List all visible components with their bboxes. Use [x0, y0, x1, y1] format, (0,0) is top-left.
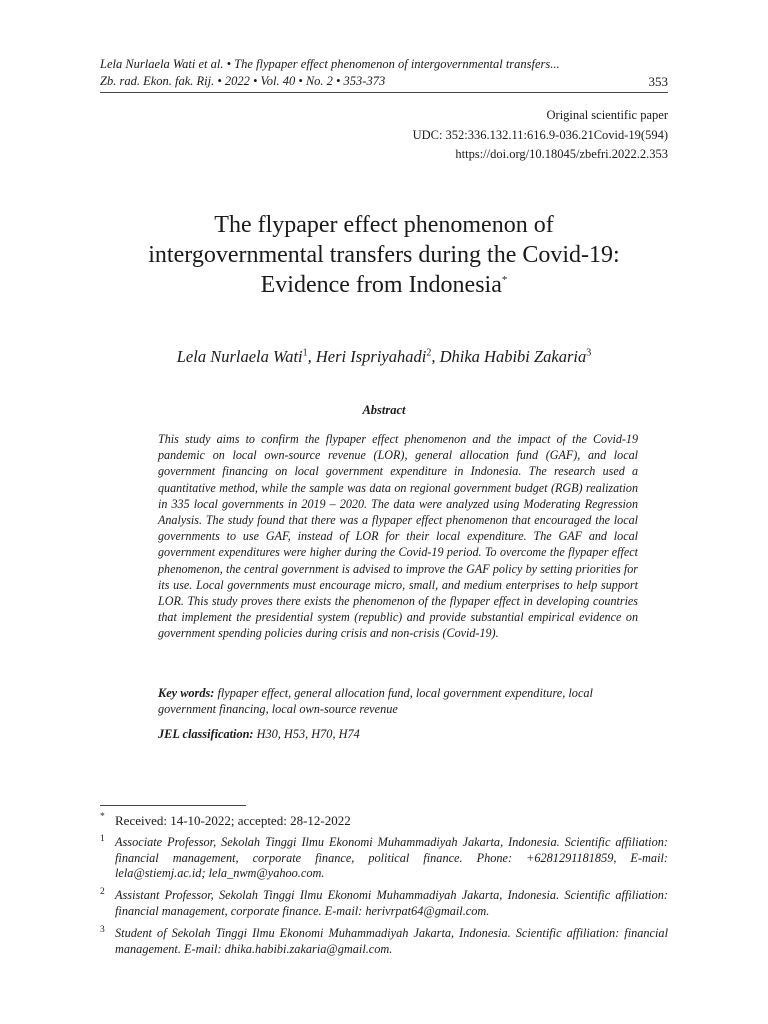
- paper-type: Original scientific paper: [546, 108, 668, 122]
- doi-link[interactable]: https://doi.org/10.18045/zbefri.2022.2.353: [455, 147, 668, 161]
- author-name: Dhika Habibi Zakaria: [439, 347, 587, 366]
- abstract-heading: Abstract: [362, 403, 406, 417]
- keywords-label: Key words:: [158, 686, 215, 700]
- keywords: [158, 685, 638, 717]
- footnote-received: [100, 813, 668, 829]
- footnote-text: Associate Professor, Sekolah Tinggi Ilmu Ekonomi Muhammadiyah Jakarta, Indonesia. Scientific affiliation: financial management, corporate finance, political finance. Phone: +6281291181859, E-mail: lela@stiemj.ac.id; lela_nwm@yahoo.com.: [115, 835, 668, 881]
- title-line-3: Evidence from Indonesia: [260, 272, 502, 298]
- keywords-text: flypaper effect, general allocation fund, local government expenditure, local government financing, local own-source revenue: [158, 686, 593, 717]
- running-head-journal-line: [100, 73, 668, 90]
- article-meta: [413, 106, 668, 165]
- title-line-2: intergovernmental transfers during the Covid-19:: [148, 242, 620, 268]
- udc-code: UDC: 352:336.132.11:616.9-036.21Covid-19(594): [412, 127, 668, 142]
- title-line-1: The flypaper effect phenomenon of: [214, 212, 554, 238]
- author-name: Heri Ispriyahadi: [315, 347, 427, 366]
- jel-classification: [158, 726, 638, 742]
- footnote-mark: 2: [100, 887, 105, 897]
- running-head-journal: Zb. rad. Ekon. fak. Rij. • 2022 • Vol. 40 • No. 2 • 353-373: [100, 74, 386, 88]
- jel-codes: H30, H53, H70, H74: [256, 727, 360, 741]
- running-head: [100, 56, 668, 90]
- author-list: [100, 346, 668, 368]
- footnote-text: Received: 14-10-2022; accepted: 28-12-2022: [115, 813, 351, 828]
- footnote-author-1: [100, 835, 668, 882]
- running-head-title: Lela Nurlaela Wati et al. • The flypaper effect phenomenon of intergovernmental transfers...: [100, 57, 560, 71]
- header-rule: [100, 92, 668, 93]
- author-affiliation-mark: 3: [586, 347, 592, 359]
- author-separator: ,: [431, 347, 440, 366]
- footnote-mark: *: [100, 812, 105, 822]
- footnote-mark: 1: [100, 834, 105, 844]
- author-name: Lela Nurlaela Wati: [176, 347, 303, 366]
- page-number: 353: [648, 74, 668, 89]
- footnote-author-2: [100, 888, 668, 919]
- title-footnote-mark: *: [501, 274, 508, 286]
- author-affiliation-mark: 1: [302, 347, 308, 359]
- footnote-mark: 3: [100, 925, 105, 935]
- jel-label: JEL classification:: [158, 727, 254, 741]
- author-affiliation-mark: 2: [426, 347, 432, 359]
- paper-title: [100, 210, 668, 300]
- footnote-text: Assistant Professor, Sekolah Tinggi Ilmu Ekonomi Muhammadiyah Jakarta, Indonesia. Scientific affiliation: financial management, corporate finance. E-mail: herivrpat64@gmail.com.: [115, 888, 668, 918]
- author-separator: ,: [307, 347, 316, 366]
- footnote-rule: [100, 805, 246, 806]
- footnote-author-3: [100, 926, 668, 957]
- abstract-body: This study aims to confirm the flypaper effect phenomenon and the impact of the Covid-19 pandemic on local own-source revenue (LOR), general allocation fund (GAF), and local government financing on local government expenditure in Indonesia. The research used a quantitative method, while the sample was data on regional government budget (RGB) realization in 335 local governments in 2019 – 2020. The data were analyzed using Moderating Regression Analysis. The study found that there was a flypaper effect phenomenon that encouraged the local governments to use GAF, instead of LOR for their local expenditure. The GAF and local government expenditures were higher during the Covid-19 period. To overcome the flypaper effect phenomenon, the central government is advised to improve the GAF policy by setting priorities for its use. Local governments must encourage micro, small, and medium enterprises to help support LOR. This study proves there exists the phenomenon of the flypaper effect in developing countries that implement the presidential system (republic) and provide substantial empirical evidence on government spending policies during crisis and non-crisis (Covid-19).: [158, 432, 638, 641]
- footnote-text: Student of Sekolah Tinggi Ilmu Ekonomi Muhammadiyah Jakarta, Indonesia. Scientific affiliation: financial management. E-mail: dhika.habibi.zakaria@gmail.com.: [115, 926, 668, 956]
